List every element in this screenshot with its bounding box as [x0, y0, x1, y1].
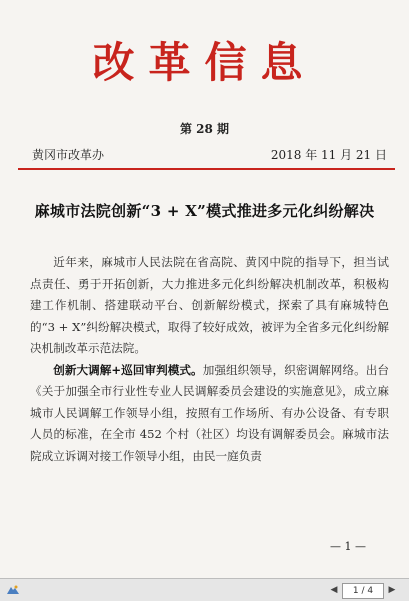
issue-date: 2018 年 11 月 21 日 [270, 148, 387, 162]
viewer-status-bar [0, 578, 409, 601]
paragraph-intro: 近年来，麻城市人民法院在省高院、黄冈中院的指导下，担当试点责任、勇于开拓创新，大力推进多元化纠纷解决机制改革，积极构建工作机制、搭建联动平台、创新解纷模式，探索了具有麻城特色的“3 + X”纠纷解决模式，取得了较好成效，被评为全省多元化纠纷解决机制改革示范法院。 [30, 255, 389, 355]
article-headline: 麻城市法院创新“3 + X”模式推进多元化纠纷解决 [34, 202, 375, 220]
issue-number: 第 28 期 [179, 122, 230, 136]
paragraph-second-body: 加强组织领导，织密调解网络。出台《关于加强全市行业性专业人民调解委员会建设的实施意见》，成立麻城市人民调解工作领导小组，按照有工作场所、有办公设备、有专职人员的标准，在全市 452 个村（社区）均设有调解委员会。麻城市法院成立诉调对接工作领导小组，由民一庭负责 [30, 362, 389, 463]
header-divider [18, 168, 395, 170]
page-indicator-field[interactable]: 1 / 4 [342, 583, 384, 599]
issuing-office: 黄冈市改革办 [32, 148, 105, 162]
masthead-title: 改革信息 [92, 38, 317, 87]
next-page-button[interactable]: ▶ [388, 585, 396, 595]
previous-page-button[interactable]: ◀ [330, 585, 338, 595]
article-body [30, 252, 389, 467]
paragraph-second [30, 360, 389, 468]
page-footer-number: — 1 — [330, 540, 366, 553]
paragraph-lead: 创新大调解+巡回审判模式。 [53, 362, 203, 377]
annotation-tool-icon[interactable] [6, 584, 20, 596]
